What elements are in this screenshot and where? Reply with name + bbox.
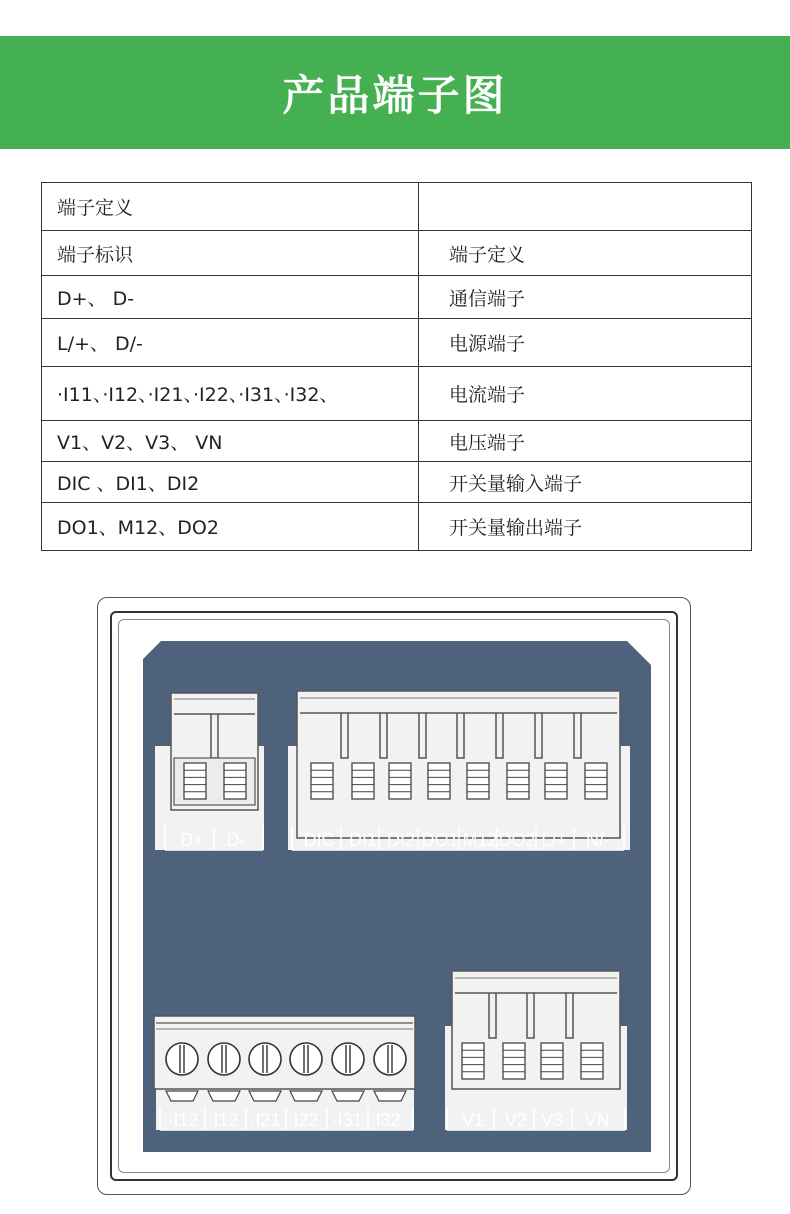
screw-head	[332, 1043, 364, 1075]
terminal-label-i21-dot: ·I21	[249, 1110, 281, 1130]
terminal-label-i22: I22	[293, 1110, 319, 1130]
terminal-label-dic: DIC	[303, 830, 335, 850]
screw-head	[290, 1043, 322, 1075]
clamp-body	[428, 763, 450, 799]
screw-head	[166, 1043, 198, 1075]
table-cell: 电压端子	[419, 421, 752, 462]
voltage-terminal-block	[445, 971, 627, 1130]
clamp-body	[503, 1043, 525, 1079]
clamp-body	[224, 763, 246, 799]
clamp-body	[545, 763, 567, 799]
table-cell	[419, 183, 752, 231]
terminal-definition-table	[41, 182, 752, 551]
clamp-body	[585, 763, 607, 799]
screw-head	[249, 1043, 281, 1075]
spring-clamp-icon	[585, 763, 607, 799]
table-cell: 开关量输出端子	[419, 503, 752, 551]
table-cell: ·I11、·I12、·I21、·I22、·I31、·I32、	[42, 367, 419, 421]
table-cell: 端子定义	[42, 183, 419, 231]
table-cell: V1、V2、V3、 VN	[42, 421, 419, 462]
terminal-label-d-plus: D+	[180, 830, 204, 850]
comm-terminal-block	[155, 693, 264, 850]
terminal-label-i12-dot: ·I12	[167, 1110, 199, 1130]
clamp-body	[389, 763, 411, 799]
terminal-label-vn: VN	[584, 1110, 610, 1130]
table-cell: 端子标识	[42, 231, 419, 276]
terminal-label-v3: V3	[540, 1110, 564, 1130]
table-row	[42, 319, 752, 367]
table-row	[42, 276, 752, 319]
spring-clamp-icon	[507, 763, 529, 799]
table-cell: L/+、 D/-	[42, 319, 419, 367]
terminal-label-di1: DI1	[348, 830, 378, 850]
table-cell: 端子定义	[419, 231, 752, 276]
clamp-body	[311, 763, 333, 799]
terminal-label-i12: I12	[213, 1110, 239, 1130]
current-terminal-block	[154, 1016, 415, 1130]
meter-rear-view	[97, 597, 691, 1195]
table-row	[42, 231, 752, 276]
clamp-body	[581, 1043, 603, 1079]
terminal-label-v1: V1	[461, 1110, 485, 1130]
table-row	[42, 183, 752, 231]
terminal-label-v2: V2	[504, 1110, 528, 1130]
terminal-panel	[98, 598, 692, 1196]
screw-head	[208, 1043, 240, 1075]
spring-clamp-icon	[389, 763, 411, 799]
spring-clamp-icon	[541, 1043, 563, 1079]
terminal-label-l-plus: L/+	[541, 830, 567, 850]
table-cell: 通信端子	[419, 276, 752, 319]
terminal-label-di2: DI2	[386, 830, 416, 850]
wire-clamp	[332, 1091, 364, 1101]
wire-clamp	[374, 1091, 406, 1101]
wire-clamp	[208, 1091, 240, 1101]
spring-clamp-icon	[467, 763, 489, 799]
clamp-body	[462, 1043, 484, 1079]
clamp-body	[467, 763, 489, 799]
table-cell: 电源端子	[419, 319, 752, 367]
spring-clamp-icon	[311, 763, 333, 799]
clamp-body	[541, 1043, 563, 1079]
table-cell: DIC 、DI1、DI2	[42, 462, 419, 503]
table-cell: 开关量输入端子	[419, 462, 752, 503]
spring-clamp-icon	[503, 1043, 525, 1079]
spring-clamp-icon	[224, 763, 246, 799]
spring-clamp-icon	[352, 763, 374, 799]
clamp-body	[507, 763, 529, 799]
screw-head	[374, 1043, 406, 1075]
table-row	[42, 503, 752, 551]
terminal-label-i31-dot: ·I31	[331, 1110, 363, 1130]
terminal-label-do1: DO1	[421, 830, 459, 850]
wire-clamp	[290, 1091, 322, 1101]
table-row	[42, 421, 752, 462]
wire-clamp	[166, 1091, 198, 1101]
terminal-label-i32: I32	[375, 1110, 401, 1130]
terminal-label-n-minus: N/-	[586, 830, 610, 850]
table-row	[42, 462, 752, 503]
page-title: 产品端子图	[282, 70, 508, 120]
wire-clamp	[249, 1091, 281, 1101]
spring-clamp-icon	[581, 1043, 603, 1079]
title-banner	[0, 36, 790, 149]
table-row	[42, 367, 752, 421]
terminal-label-m12: M12	[462, 830, 498, 850]
spring-clamp-icon	[462, 1043, 484, 1079]
terminal-label-do2: DO2	[498, 830, 536, 850]
table-cell: DO1、M12、DO2	[42, 503, 419, 551]
clamp-body	[184, 763, 206, 799]
clamp-body	[352, 763, 374, 799]
spring-clamp-icon	[184, 763, 206, 799]
terminal-label-d-minus: D-	[226, 830, 246, 850]
io-terminal-block	[288, 691, 630, 850]
spring-clamp-icon	[428, 763, 450, 799]
spring-clamp-icon	[545, 763, 567, 799]
table-cell: D+、 D-	[42, 276, 419, 319]
table-cell: 电流端子	[419, 367, 752, 421]
